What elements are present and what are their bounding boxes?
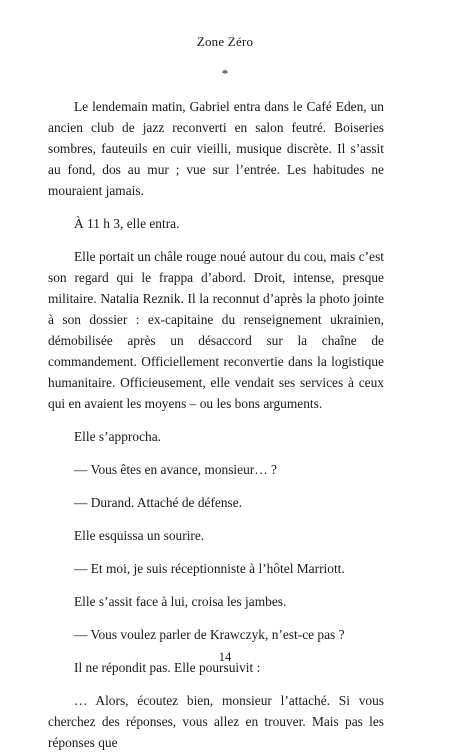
paragraph: À 11 h 3, elle entra. — [74, 216, 180, 231]
page-number: 14 — [218, 650, 232, 664]
running-head: Zone Zéro — [196, 34, 254, 49]
paragraph: Il ne répondit pas. Elle poursuivit : — [74, 660, 261, 675]
dialogue-line: — Et moi, je suis réceptionniste à l’hôtel Marriott. — [74, 561, 345, 576]
paragraph: … Alors, écoutez bien, monsieur l’attaché. Si vous cherchez des réponses, vous allez en trouver. Mais pas les réponses que — [48, 693, 384, 750]
dialogue-line: — Durand. Attaché de défense. — [74, 495, 243, 510]
dialogue-line: — Vous voulez parler de Krawczyk, n’est-ce pas ? — [74, 627, 345, 642]
paragraph: Le lendemain matin, Gabriel entra dans le Café Eden, un ancien club de jazz reconverti en salon feutré. Boiseries sombres, fauteuils en cuir vieilli, musique discrète. Il s’assit au fond, dos au mur ; vue sur l’entrée. Les habitudes ne mouraient jamais. — [48, 99, 384, 198]
paragraph: Elle s’assit face à lui, croisa les jambes. — [74, 594, 287, 609]
paragraph: Elle s’approcha. — [74, 429, 161, 444]
section-ornament: * — [221, 66, 229, 81]
paragraph: Elle portait un châle rouge noué autour du cou, mais c’est son regard qui le frappa d’abord. Droit, intense, presque militaire. Natalia Reznik. Il la reconnut d’après la photo jointe à son dossier : ex-capitaine du renseignement ukrainien, démobilisée après un désaccord sur la chaîne de commandement. Officiellement reconvertie dans la logistique humanitaire. Officieusement, elle vendait ses services à ceux qui en avaient les moyens – ou les bons arguments. — [48, 249, 384, 411]
dialogue-line: — Vous êtes en avance, monsieur… ? — [74, 462, 277, 477]
paragraph: Elle esquissa un sourire. — [74, 528, 205, 543]
